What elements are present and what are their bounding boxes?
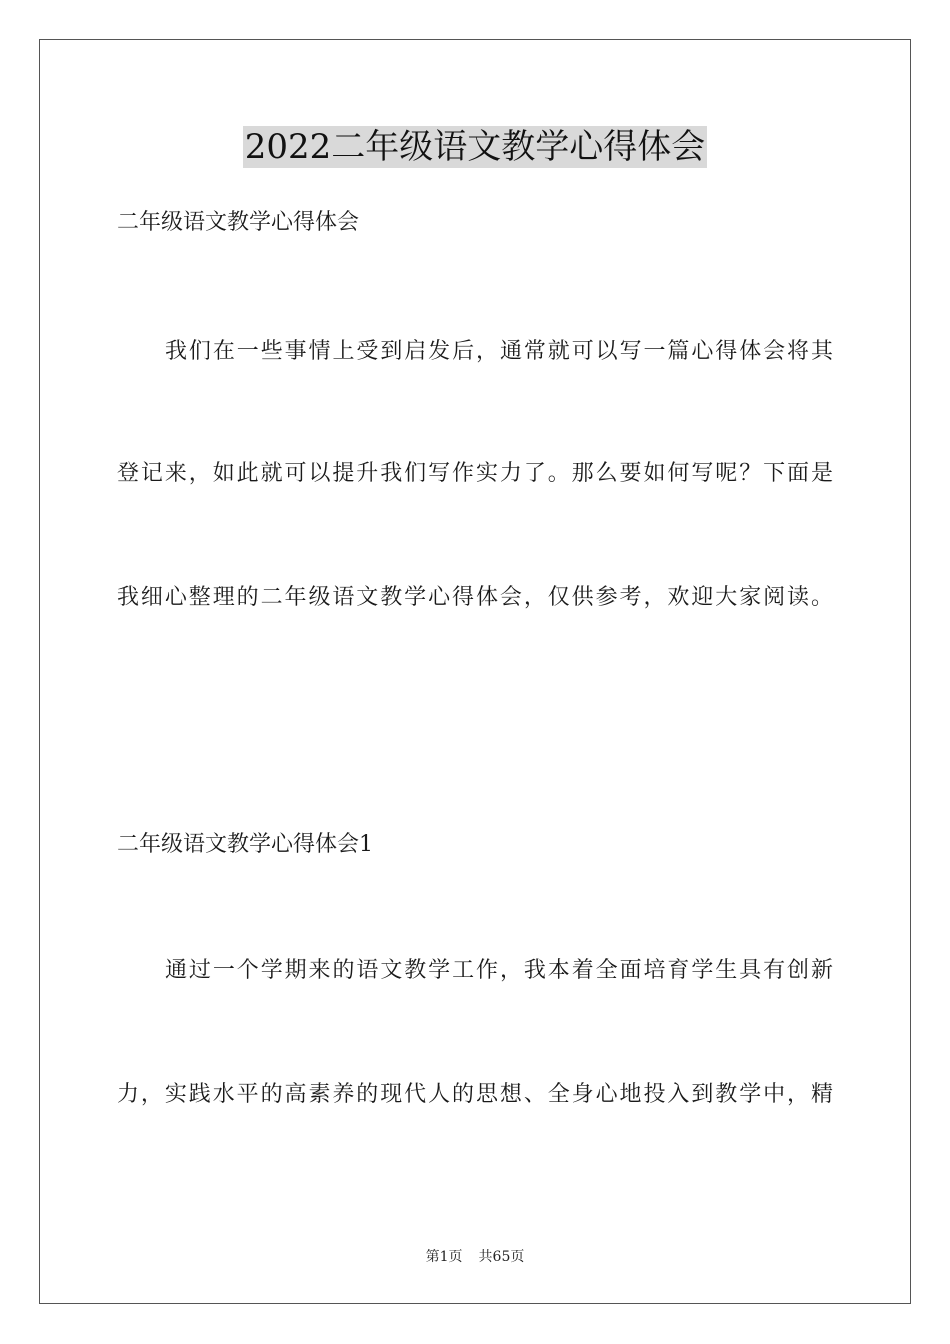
intro-paragraph-line: 我们在一些事情上受到启发后，通常就可以写一篇心得体会将其 [165,339,833,364]
intro-paragraph-line: 登记来，如此就可以提升我们写作实力了。那么要如何写呢？下面是 [117,461,833,486]
document-title: 2022二年级语文教学心得体会 [244,127,706,167]
document-subtitle: 二年级语文教学心得体会 [117,210,360,235]
page-number-total: 共65页 [478,1249,525,1265]
page-footer [0,1247,950,1267]
section-paragraph-line: 力，实践水平的高素养的现代人的思想、全身心地投入到教学中，精 [117,1082,833,1107]
intro-paragraph-line: 我细心整理的二年级语文教学心得体会，仅供参考，欢迎大家阅读。 [117,585,833,610]
title-container [0,126,950,168]
section-heading: 二年级语文教学心得体会1 [117,832,373,857]
section-paragraph-line: 通过一个学期来的语文教学工作，我本着全面培育学生具有创新 [165,958,833,983]
page-number-current: 第1页 [425,1249,463,1265]
